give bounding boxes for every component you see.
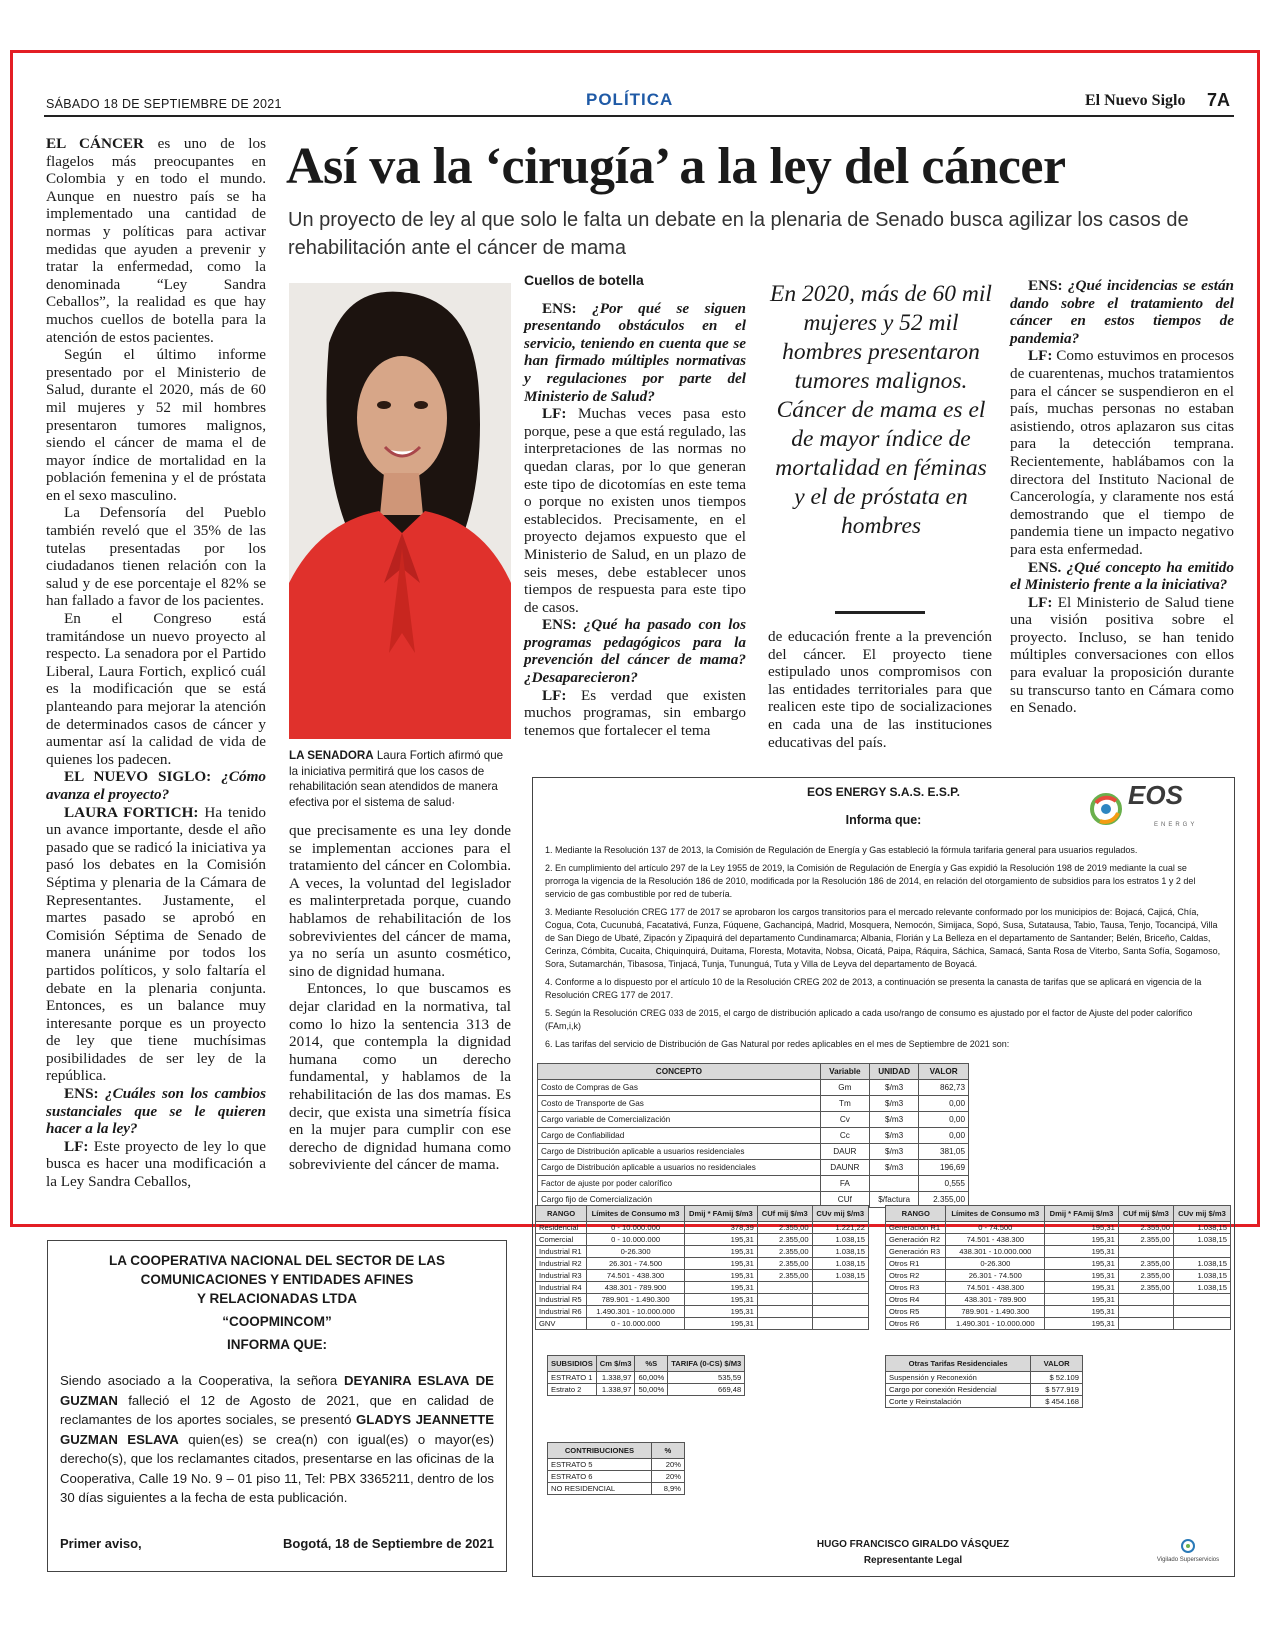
table-cell: 1.490.301 - 10.000.000 bbox=[946, 1318, 1045, 1330]
table-row bbox=[538, 1128, 969, 1144]
eos-logo-subtext: ENERGY bbox=[1154, 822, 1198, 828]
table-row bbox=[548, 1459, 685, 1471]
table-header: %S bbox=[635, 1356, 668, 1372]
table-row bbox=[536, 1258, 869, 1270]
table-cell: 1.038,15 bbox=[1174, 1222, 1231, 1234]
eos-items bbox=[545, 844, 1223, 1056]
eos-item: 6. Las tarifas del servicio de Distribución de Gas Natural por redes aplicables en el mes de Septiembre de 2021 son: bbox=[545, 1039, 1010, 1049]
eos-item: 1. Mediante la Resolución 137 de 2013, la Comisión de Regulación de Energía y Gas estableció la fórmula tarifaria general para usuarios regulados. bbox=[545, 845, 1138, 855]
table-cell: 195,31 bbox=[1045, 1270, 1119, 1282]
table-cell: Industrial R2 bbox=[536, 1258, 587, 1270]
eos-informa: Informa que: bbox=[845, 813, 922, 827]
table-row bbox=[548, 1471, 685, 1483]
question: ¿Qué concepto ha emitido el Ministerio frente a la iniciativa? bbox=[1010, 558, 1234, 594]
coop-title-line: COMUNICACIONES Y ENTIDADES AFINES bbox=[140, 1272, 414, 1287]
table-cell: Corte y Reinstalación bbox=[886, 1396, 1031, 1408]
table-cell: Comercial bbox=[536, 1234, 587, 1246]
table-cell: Generación R2 bbox=[886, 1234, 946, 1246]
table-cell: 2.355,00 bbox=[757, 1270, 812, 1282]
table-cell: 0 - 74.500 bbox=[946, 1222, 1045, 1234]
table-cell: 1.221,22 bbox=[812, 1222, 868, 1234]
speaker-label: ENS: bbox=[1028, 277, 1068, 294]
speaker-label: ENS: bbox=[542, 299, 593, 317]
eos-item: 5. Según la Resolución CREG 033 de 2015, el cargo de distribución aplicado a cada uso/rango de consumo es ajustado por el factor de Ajuste del poder calorífico (FAm,i,k) bbox=[545, 1008, 1193, 1031]
speaker-label: LF: bbox=[1028, 347, 1057, 365]
table-header: CONCEPTO bbox=[538, 1064, 821, 1080]
table-cell: 0,00 bbox=[919, 1128, 969, 1144]
table-cell: 195,31 bbox=[1045, 1258, 1119, 1270]
table-row bbox=[538, 1160, 969, 1176]
table-cell: Residencial bbox=[536, 1222, 587, 1234]
table-cell: Factor de ajuste por poder calorífico bbox=[538, 1176, 821, 1192]
table-header: CUv mij $/m3 bbox=[812, 1206, 868, 1222]
table-cell: 2.355,00 bbox=[1118, 1270, 1173, 1282]
table-row bbox=[548, 1384, 745, 1396]
table-row bbox=[886, 1258, 1231, 1270]
table-row bbox=[886, 1384, 1083, 1396]
paragraph: Entonces, lo que buscamos es dejar claridad en la normativa, tal como lo hizo la sentencia 313 de 2014, que contempla la dignidad humana como un derecho fundamental, y hablamos de la rehabilitación de las dos mamas. Es decir, que exista una simetría física en la mujer para cumplir con ese derecho de dignidad humana como sobreviviente del cáncer de mama. bbox=[289, 980, 511, 1174]
table-cell: $/m3 bbox=[869, 1160, 919, 1176]
table-cell bbox=[1118, 1246, 1173, 1258]
vigilado-text: Vigilado Superservicios bbox=[1156, 1557, 1220, 1563]
table-cell: 195,31 bbox=[1045, 1246, 1119, 1258]
table-cell: 0,00 bbox=[919, 1112, 969, 1128]
table-cell: 438.301 - 789.900 bbox=[946, 1294, 1045, 1306]
table-cell: 195,31 bbox=[1045, 1222, 1119, 1234]
table-cell bbox=[812, 1294, 868, 1306]
table-cell: 1.038,15 bbox=[812, 1246, 868, 1258]
table-cell bbox=[757, 1282, 812, 1294]
table-cell: 1.490.301 - 10.000.000 bbox=[587, 1306, 685, 1318]
table-header: RANGO bbox=[536, 1206, 587, 1222]
article-subhead: Un proyecto de ley al que solo le falta un debate en la plenaria de Senado busca agilizar los casos de rehabilitación ante el cáncer de mama bbox=[288, 209, 1189, 259]
table-cell: $ 52.109 bbox=[1031, 1372, 1083, 1384]
table-cell: 195,31 bbox=[1045, 1306, 1119, 1318]
table-cell bbox=[757, 1294, 812, 1306]
table-cell: 1.038,15 bbox=[1174, 1258, 1231, 1270]
table-cell: 195,31 bbox=[684, 1258, 757, 1270]
eos-signer-role: Representante Legal bbox=[863, 1555, 963, 1566]
table-cell bbox=[1118, 1318, 1173, 1330]
question: ¿Cuáles son los cambios sustanciales que se le quieren hacer a la ley? bbox=[46, 1085, 266, 1138]
table-cell: DAUR bbox=[820, 1144, 869, 1160]
eos-item: 2. En cumplimiento del artículo 297 de la Ley 1955 de 2019, la Comisión de Regulación de Energía y Gas expidió la Resolución 198 de 2019 mediante la cual se prorroga la vigencia de la Resolución 186 de 2010, modificada por la Resolución 186 de 2014, en relación del otorgamiento de subsidios para los estratos 1 y 2 del servicio de gas combustible por red de tubería. bbox=[545, 863, 1196, 899]
table-cell: 2.355,00 bbox=[757, 1234, 812, 1246]
question: ¿Cómo avanza el proyecto? bbox=[46, 768, 266, 803]
eos-company-name: EOS ENERGY S.A.S. E.S.P. bbox=[807, 785, 960, 799]
pull-quote: En 2020, más de 60 mil mujeres y 52 mil hombres presentaron tumores malignos. Cáncer de mama es el de mayor índice de mortalidad en féminas y el de próstata en hombres bbox=[770, 281, 992, 539]
table-cell: $/m3 bbox=[869, 1096, 919, 1112]
table-cell: Cargo por conexión Residencial bbox=[886, 1384, 1031, 1396]
table-cell bbox=[812, 1306, 868, 1318]
table-cell: 60,00% bbox=[635, 1372, 668, 1384]
table-row bbox=[886, 1396, 1083, 1408]
speaker-label: LF: bbox=[1028, 593, 1058, 611]
eos-energy-notice bbox=[532, 777, 1235, 1577]
coop-acronym: “COOPMINCOM” bbox=[222, 1314, 332, 1329]
paragraph: La Defensoría del Pueblo también reveló que el 35% de las tutelas presentadas por los ciudadanos tienen relación con la salud y de ese porcentaje el 82% se han fallado a favor de los pacientes. bbox=[46, 504, 266, 610]
table-cell: 378,39 bbox=[684, 1222, 757, 1234]
coop-text: quien(es) se crea(n) con igual(es) o mayor(es) derecho(s), que los reclamantes citados, presentarse en las oficinas de la Cooperativa, Calle 19 No. 9 – 01 piso 11, Tel: PBX 3365211, dentro de los 30 días siguientes a la fecha de esta publicación. bbox=[60, 1431, 494, 1505]
table-cell: Cc bbox=[820, 1128, 869, 1144]
table-row bbox=[886, 1318, 1231, 1330]
table-row bbox=[538, 1096, 969, 1112]
speaker-label: LF: bbox=[542, 686, 581, 704]
table-cell: Estrato 2 bbox=[548, 1384, 597, 1396]
table-cell bbox=[1174, 1294, 1231, 1306]
table-header: Límites de Consumo m3 bbox=[587, 1206, 685, 1222]
table-cell: Industrial R6 bbox=[536, 1306, 587, 1318]
subsidy-table bbox=[547, 1355, 745, 1396]
table-cell: Tm bbox=[820, 1096, 869, 1112]
answer: El Ministerio de Salud tiene una visión positiva sobre el proyecto. Incluso, se han tenido múltiples conversaciones con ellos para evaluar la proposición durante su transcurso tanto en Cámara como en Senado. bbox=[1010, 593, 1234, 717]
table-cell: 0,00 bbox=[919, 1096, 969, 1112]
eos-logo bbox=[1088, 780, 1216, 829]
table-cell bbox=[757, 1306, 812, 1318]
table-cell: Cargo de Confiabilidad bbox=[538, 1128, 821, 1144]
table-header: UNIDAD bbox=[869, 1064, 919, 1080]
table-cell: 1.338,97 bbox=[596, 1372, 635, 1384]
vigilado-icon bbox=[1178, 1538, 1198, 1554]
table-cell: 669,48 bbox=[668, 1384, 745, 1396]
table-cell: $ 577.919 bbox=[1031, 1384, 1083, 1396]
table-cell: $/m3 bbox=[869, 1144, 919, 1160]
subsection-title: Cuellos de botella bbox=[524, 272, 644, 288]
table-cell: 195,31 bbox=[684, 1306, 757, 1318]
table-row bbox=[538, 1080, 969, 1096]
table-row bbox=[886, 1222, 1231, 1234]
table-header: RANGO bbox=[886, 1206, 946, 1222]
table-cell: Cargo fijo de Comercialización bbox=[538, 1192, 821, 1208]
table-cell: 789.901 - 1.490.300 bbox=[587, 1294, 685, 1306]
contributions-table bbox=[547, 1442, 685, 1495]
article-column-1 bbox=[46, 135, 266, 1191]
table-row bbox=[536, 1270, 869, 1282]
table-cell: ESTRATO 1 bbox=[548, 1372, 597, 1384]
table-row bbox=[536, 1234, 869, 1246]
table-header: % bbox=[651, 1443, 684, 1459]
table-cell: 438.301 - 789.900 bbox=[587, 1282, 685, 1294]
coop-informa: INFORMA QUE: bbox=[227, 1337, 327, 1352]
table-cell: Generación R3 bbox=[886, 1246, 946, 1258]
table-row bbox=[536, 1282, 869, 1294]
table-cell bbox=[1174, 1246, 1231, 1258]
table-header: Límites de Consumo m3 bbox=[946, 1206, 1045, 1222]
answer: Este proyecto de ley lo que busca es hacer una modificación a la Ley Sandra Ceballos, bbox=[46, 1137, 266, 1191]
table-cell: 195,31 bbox=[1045, 1234, 1119, 1246]
table-cell: 50,00% bbox=[635, 1384, 668, 1396]
table-cell: 2.355,00 bbox=[1118, 1258, 1173, 1270]
article-column-3 bbox=[524, 272, 746, 739]
table-header: TARIFA (0-CS) $/M3 bbox=[668, 1356, 745, 1372]
table-cell: 26.301 - 74.500 bbox=[587, 1258, 685, 1270]
table-row bbox=[536, 1306, 869, 1318]
table-row bbox=[886, 1372, 1083, 1384]
table-cell: Costo de Compras de Gas bbox=[538, 1080, 821, 1096]
table-header: VALOR bbox=[1031, 1356, 1083, 1372]
table-cell: Cargo variable de Comercialización bbox=[538, 1112, 821, 1128]
table-cell: Otros R4 bbox=[886, 1294, 946, 1306]
table-cell: 381,05 bbox=[919, 1144, 969, 1160]
table-cell: 862,73 bbox=[919, 1080, 969, 1096]
article-headline: Así va la ‘cirugía’ a la ley del cáncer bbox=[286, 138, 1066, 195]
table-cell bbox=[757, 1318, 812, 1330]
caption-text: Laura Fortich afirmó que la iniciativa permitirá que los casos de rehabilitación sean atendidos de manera efectiva por el sistema de salud· bbox=[289, 749, 504, 809]
coop-title-line: Y RELACIONADAS LTDA bbox=[196, 1291, 357, 1306]
table-cell: 0-26.300 bbox=[587, 1246, 685, 1258]
table-cell: ESTRATO 6 bbox=[548, 1471, 652, 1483]
table-cell: Industrial R1 bbox=[536, 1246, 587, 1258]
article-column-2 bbox=[289, 822, 511, 1174]
table-cell: Industrial R5 bbox=[536, 1294, 587, 1306]
table-cell: 195,31 bbox=[684, 1234, 757, 1246]
table-cell: CUf bbox=[820, 1192, 869, 1208]
coop-text: Siendo asociado a la Cooperativa, la señora bbox=[60, 1373, 344, 1388]
table-row bbox=[536, 1246, 869, 1258]
paragraph: es uno de los flagelos más preocupantes en Colombia y en todo el mundo. Aunque en nuestro país se ha implementado una cantidad de normas y políticas para activar medidas que ayuden a prevenir y tratar la enfermedad, como la denominada “Ley Sandra Ceballos”, la realidad es que hay muchos cuellos de botella para la atención de estos pacientes. bbox=[46, 135, 266, 346]
table-cell: 535,59 bbox=[668, 1372, 745, 1384]
table-cell bbox=[1174, 1306, 1231, 1318]
table-row bbox=[886, 1294, 1231, 1306]
table-row bbox=[886, 1282, 1231, 1294]
answer: Como estuvimos en procesos de cuarentenas, muchos tratamientos para el cáncer se suspendieron en el país, muchas personas no estaban asistiendo, otros aplazaron sus citas para la detección temprana. Recientemente, hablábamos con la directora del Instituto Nacional de Cancerología, y claramente nos está demostrando que el tiempo de pandemia tiene un impacto negativo para esta enfermedad. bbox=[1010, 347, 1234, 558]
table-header: SUBSIDIOS bbox=[548, 1356, 597, 1372]
table-header: Dmij * FAmij $/m3 bbox=[1045, 1206, 1119, 1222]
table-row bbox=[538, 1176, 969, 1192]
vigilado-badge bbox=[1153, 1538, 1223, 1564]
table-cell: NO RESIDENCIAL bbox=[548, 1483, 652, 1495]
pull-quote-rule bbox=[835, 611, 925, 614]
other-rates-table bbox=[885, 1355, 1083, 1408]
table-cell: 26.301 - 74.500 bbox=[946, 1270, 1045, 1282]
speaker-label: LF: bbox=[542, 405, 579, 423]
table-header: CUv mij $/m3 bbox=[1174, 1206, 1231, 1222]
table-row bbox=[886, 1246, 1231, 1258]
table-cell: 2.355,00 bbox=[919, 1192, 969, 1208]
table-cell bbox=[869, 1176, 919, 1192]
paragraph: que precisamente es una ley donde se implementan acciones para el tratamiento del cáncer en Colombia. A veces, la voluntad del legislador es malinterpretada porque, cuando hablamos de rehabilitación de los sobrevivientes del cáncer de mama, ya no sería un asunto cosmético, sino de dignidad humana. bbox=[289, 822, 511, 980]
table-header: CUf mij $/m3 bbox=[757, 1206, 812, 1222]
article-column-5 bbox=[1010, 277, 1234, 717]
answer: Ha tenido un avance importante, desde el año pasado que se radicó la iniciativa ya pasó los debates en la Comisión Séptima y plenaria de la Cámara de Representantes. Justamente, el martes pasado se aprobó en Comisión Séptima de Senado de manera unánime por todos los partidos políticos, y solo faltaría el debate en la plenaria conjunta. Entonces, es un balance muy interesante porque es un proyecto de ley que tiene muchísimas posibilidades de ser ley de la república. bbox=[46, 803, 266, 1085]
speaker-label: ENS. bbox=[1028, 558, 1067, 576]
table-header: Otras Tarifas Residenciales bbox=[886, 1356, 1031, 1372]
header-rule bbox=[44, 115, 1234, 117]
table-cell: $/m3 bbox=[869, 1128, 919, 1144]
table-cell: 0 - 10.000.000 bbox=[587, 1234, 685, 1246]
table-cell: $/m3 bbox=[869, 1080, 919, 1096]
question: ¿Qué ha pasado con los programas pedagógicos para la prevención del cáncer de mama? ¿Desaparecieron? bbox=[524, 616, 746, 687]
coop-name: GLADYS JEANNETTE GUZMAN ESLAVA bbox=[60, 1412, 494, 1447]
table-cell: Industrial R4 bbox=[536, 1282, 587, 1294]
table-cell: 195,31 bbox=[684, 1318, 757, 1330]
table-cell: 438.301 - 10.000.000 bbox=[946, 1246, 1045, 1258]
table-cell bbox=[812, 1282, 868, 1294]
paragraph: En el Congreso está tramitándose un nuevo proyecto al respecto. La senadora por el Partido Liberal, Laura Fortich, explicó cuál es la modificación que se está planteando para mejorar la atención de determinados casos de cáncer y aumentar así la calidad de vida de quienes los padecen. bbox=[46, 610, 266, 768]
answer: Es verdad que existen muchos programas, sin embargo tenemos que fortalecer el tema bbox=[524, 686, 746, 739]
table-cell: 1.038,15 bbox=[812, 1234, 868, 1246]
table-cell: 195,31 bbox=[684, 1246, 757, 1258]
section-title: POLÍTICA bbox=[586, 90, 674, 109]
speaker-label: ENS: bbox=[64, 1085, 106, 1103]
question: ¿Qué incidencias se están dando sobre el tratamiento del cáncer en estos tiempos de pandemia? bbox=[1010, 277, 1234, 347]
table-cell: 2.355,00 bbox=[1118, 1222, 1173, 1234]
table-row bbox=[536, 1294, 869, 1306]
table-cell: GNV bbox=[536, 1318, 587, 1330]
table-cell bbox=[812, 1318, 868, 1330]
table-header: Dmij * FAmij $/m3 bbox=[684, 1206, 757, 1222]
table-cell: Cargo de Distribución aplicable a usuarios no residenciales bbox=[538, 1160, 821, 1176]
table-cell: Otros R1 bbox=[886, 1258, 946, 1270]
paragraph: Según el último informe presentado por el Ministerio de Salud, durante el 2020, más de 60 mil mujeres y 52 mil hombres presentaron tumores malignos, siendo el cáncer de mama el de mayor índice de mortalidad en la población femenina y el de próstata en el sexo masculino. bbox=[46, 346, 266, 504]
table-cell: 1.038,15 bbox=[1174, 1282, 1231, 1294]
table-cell: Otros R2 bbox=[886, 1270, 946, 1282]
table-cell: Suspensión y Reconexión bbox=[886, 1372, 1031, 1384]
table-header: Cm $/m3 bbox=[596, 1356, 635, 1372]
table-cell: 74.501 - 438.300 bbox=[587, 1270, 685, 1282]
concept-table bbox=[537, 1063, 969, 1208]
table-cell: Otros R6 bbox=[886, 1318, 946, 1330]
table-cell: Otros R5 bbox=[886, 1306, 946, 1318]
speaker-label: EL NUEVO SIGLO: bbox=[64, 768, 222, 786]
coop-notice-label: Primer aviso, bbox=[60, 1536, 142, 1551]
question: ¿Por qué se siguen presentando obstáculos en el servicio, teniendo en cuenta que se han firmado múltiples normativas y regulaciones por parte del Ministerio de Salud? bbox=[524, 299, 747, 405]
table-cell: 196,69 bbox=[919, 1160, 969, 1176]
table-cell: 2.355,00 bbox=[757, 1246, 812, 1258]
table-cell: 1.038,15 bbox=[1174, 1270, 1231, 1282]
table-header: CUf mij $/m3 bbox=[1118, 1206, 1173, 1222]
table-row bbox=[886, 1306, 1231, 1318]
article-column-4 bbox=[768, 628, 992, 751]
table-cell: 2.355,00 bbox=[757, 1258, 812, 1270]
speaker-label: ENS: bbox=[542, 616, 584, 634]
table-row bbox=[886, 1234, 1231, 1246]
table-cell: Generación R1 bbox=[886, 1222, 946, 1234]
table-header: CONTRIBUCIONES bbox=[548, 1443, 652, 1459]
table-cell: 74.501 - 438.300 bbox=[946, 1282, 1045, 1294]
table-row bbox=[548, 1483, 685, 1495]
table-cell: DAUNR bbox=[820, 1160, 869, 1176]
table-cell bbox=[1118, 1306, 1173, 1318]
table-cell: 20% bbox=[651, 1471, 684, 1483]
caption-lead: LA SENADORA bbox=[289, 749, 374, 762]
coop-name: DEYANIRA ESLAVA DE GUZMAN bbox=[60, 1373, 494, 1408]
speaker-label: LF: bbox=[64, 1137, 94, 1155]
table-cell: 74.501 - 438.300 bbox=[946, 1234, 1045, 1246]
senator-photo bbox=[289, 283, 511, 739]
speaker-label: LAURA FORTICH: bbox=[64, 803, 205, 821]
table-cell: 1.038,15 bbox=[812, 1258, 868, 1270]
table-cell: 1.038,15 bbox=[1174, 1234, 1231, 1246]
table-cell: ESTRATO 5 bbox=[548, 1459, 652, 1471]
table-cell: 8,9% bbox=[651, 1483, 684, 1495]
table-cell: 1.338,97 bbox=[596, 1384, 635, 1396]
table-cell: Cv bbox=[820, 1112, 869, 1128]
range-table-left bbox=[535, 1205, 869, 1330]
table-cell: Otros R3 bbox=[886, 1282, 946, 1294]
table-cell: 195,31 bbox=[1045, 1318, 1119, 1330]
table-row bbox=[536, 1222, 869, 1234]
table-header: VALOR bbox=[919, 1064, 969, 1080]
table-header: Variable bbox=[820, 1064, 869, 1080]
table-cell: 2.355,00 bbox=[1118, 1234, 1173, 1246]
coop-title bbox=[48, 1251, 506, 1354]
coop-text: falleció el 12 de Agosto de 2021, que en calidad de reclamantes de los aportes sociales, se presentó bbox=[60, 1392, 494, 1427]
page-date: SÁBADO 18 DE SEPTIEMBRE DE 2021 bbox=[46, 97, 282, 111]
answer: Muchas veces pasa esto porque, pese a que está regulado, las interpretaciones de las normas no quedan claras, por lo que generan este tipo de dicotomías en este tema o porque no existen unos tiempos establecidos. Precisamente, en el proyecto dejamos expuesto que el Ministerio de Salud, en un plazo de seis meses, debe establecer unos tiempos de respuesta para este tipo de casos. bbox=[524, 405, 746, 616]
newspaper-name: El Nuevo Siglo bbox=[1085, 92, 1186, 109]
eos-logo-text: EOS bbox=[1128, 780, 1183, 810]
lead-word: EL CÁNCER bbox=[46, 135, 145, 152]
range-table-right bbox=[885, 1205, 1231, 1330]
table-cell bbox=[1174, 1318, 1231, 1330]
paragraph: de educación frente a la prevención del cáncer. El proyecto tiene estipulado unos compromisos con las entidades territoriales para que realicen este tipo de socializaciones en cada una de las instituciones educativas del país. bbox=[768, 628, 992, 751]
table-cell: Costo de Transporte de Gas bbox=[538, 1096, 821, 1112]
table-cell: Cargo de Distribución aplicable a usuarios residenciales bbox=[538, 1144, 821, 1160]
table-header-row bbox=[538, 1064, 969, 1080]
table-cell: 195,31 bbox=[1045, 1282, 1119, 1294]
photo-caption bbox=[289, 748, 511, 810]
eos-item: 4. Conforme a lo dispuesto por el artículo 10 de la Resolución CREG 202 de 2013, a continuación se presenta la canasta de tarifas que se aplicará en vigencia de la Resolución CREG 177 de 2017. bbox=[545, 977, 1202, 1000]
eos-signer: HUGO FRANCISCO GIRALDO VÁSQUEZ bbox=[816, 1539, 1010, 1550]
table-cell: 1.038,15 bbox=[812, 1270, 868, 1282]
coop-title-line: LA COOPERATIVA NACIONAL DEL SECTOR DE LAS bbox=[108, 1253, 446, 1268]
table-cell: $ 454.168 bbox=[1031, 1396, 1083, 1408]
table-cell: 195,31 bbox=[684, 1282, 757, 1294]
table-cell: 0 - 10.000.000 bbox=[587, 1222, 685, 1234]
table-cell: 195,31 bbox=[684, 1270, 757, 1282]
table-row bbox=[538, 1144, 969, 1160]
table-row bbox=[548, 1372, 745, 1384]
table-cell: 789.901 - 1.490.300 bbox=[946, 1306, 1045, 1318]
table-cell: 20% bbox=[651, 1459, 684, 1471]
table-cell: $/m3 bbox=[869, 1112, 919, 1128]
table-cell: FA bbox=[820, 1176, 869, 1192]
page-number: 7A bbox=[1207, 90, 1231, 110]
table-cell: 0-26.300 bbox=[946, 1258, 1045, 1270]
table-cell: 0,555 bbox=[919, 1176, 969, 1192]
table-row bbox=[538, 1112, 969, 1128]
coop-city-date: Bogotá, 18 de Septiembre de 2021 bbox=[283, 1536, 494, 1551]
table-cell: Gm bbox=[820, 1080, 869, 1096]
coopmincom-notice bbox=[47, 1240, 507, 1572]
table-cell: 195,31 bbox=[1045, 1294, 1119, 1306]
eos-item: 3. Mediante Resolución CREG 177 de 2017 se aprobaron los cargos transitorios para el mercado relevante conformado por los municipios de: Bojacá, Cajicá, Chía, Cogua, Cota, Cucunubá, Facatativá, Funza, Fúquene, Gachancipá, Madrid, Mosquera, Nemocón, Simijaca, Sopó, Susa, Sutatausa, Tabio, Tausa, Tenjo, Tocancipá, Villa de San Diego de Ubaté, Zipacón y Zipaquirá del departamento Cundinamarca; Albania, Florián y La Belleza en el departamento de Santander; Belén, Briceño, Caldas, Cerinza, Cómbita, Cucaita, Chiquinquirá, Duitama, Floresta, Motavita, Nobsa, Oicatá, Paipa, Ráquira, Sáchica, Samacá, Santa Rosa de Viterbo, Santa Sofía, Sogamoso, Sora, Sutamarchán, Tibasosa, Tinjacá, Tunja, Tununguá, Tuta y Villa de Leyva del departamento de Boyacá. bbox=[545, 907, 1221, 969]
table-row bbox=[536, 1318, 869, 1330]
table-cell: 2.355,00 bbox=[1118, 1282, 1173, 1294]
table-row bbox=[886, 1270, 1231, 1282]
table-cell: Industrial R3 bbox=[536, 1270, 587, 1282]
table-cell: 195,31 bbox=[684, 1294, 757, 1306]
table-cell: 0 - 10.000.000 bbox=[587, 1318, 685, 1330]
table-cell bbox=[1118, 1294, 1173, 1306]
table-cell: $/factura bbox=[869, 1192, 919, 1208]
table-cell: 2.355,00 bbox=[757, 1222, 812, 1234]
coop-body bbox=[60, 1371, 494, 1508]
